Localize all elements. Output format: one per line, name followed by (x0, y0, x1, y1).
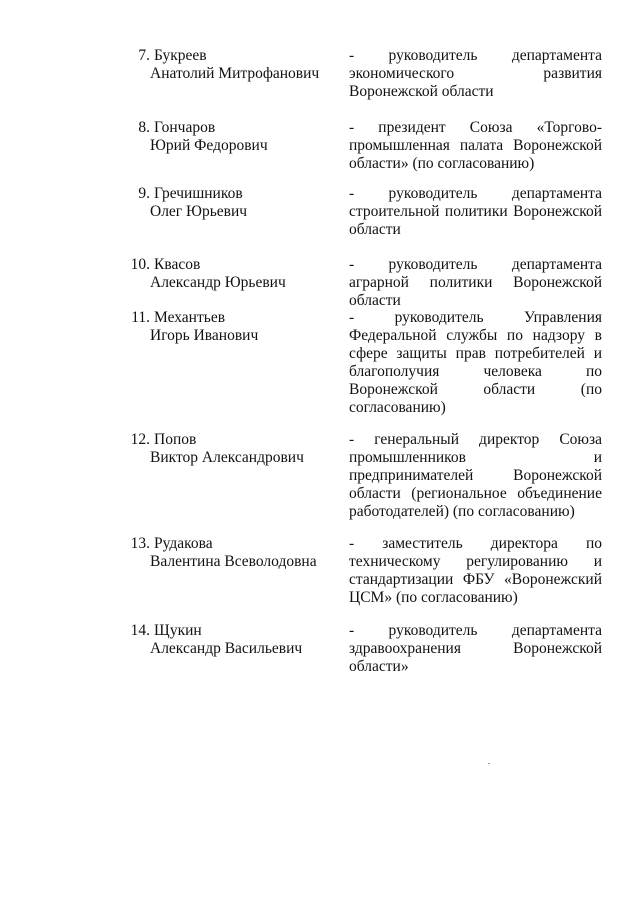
member-name (128, 622, 338, 658)
member-surname: Щукин (154, 622, 202, 639)
member-given-names: Игорь Иванович (150, 327, 259, 344)
member-position: - президент Союза «Торгово-промышленная палата Воронежской области» (по согласованию) (349, 119, 602, 172)
member-given-names: Валентина Всеволодовна (150, 553, 317, 570)
member-position: - руководитель департамента здравоохранения Воронежской области» (349, 622, 602, 675)
member-surname: Гречишников (154, 185, 243, 202)
member-name (128, 47, 338, 83)
member-surname: Букреев (154, 47, 207, 64)
member-position: - руководитель департамента аграрной политики Воронежской области (349, 256, 602, 309)
item-number: 14. (130, 622, 150, 639)
member-surname: Квасов (154, 256, 201, 273)
member-given-names: Анатолий Митрофанович (150, 65, 320, 82)
member-given-names: Юрий Федорович (150, 137, 268, 154)
member-position: - руководитель Управления Федеральной службы по надзору в сфере защиты прав потребителей и благополучия человека по Воронежской области (по согласованию) (349, 309, 602, 416)
member-given-names: Виктор Александрович (150, 449, 304, 466)
member-given-names: Олег Юрьевич (150, 203, 248, 220)
member-surname: Попов (154, 431, 197, 448)
member-name (128, 309, 338, 345)
item-number: 13. (130, 535, 150, 552)
item-number: 12. (130, 431, 150, 448)
item-number: 9. (138, 185, 150, 202)
member-surname: Механтьев (154, 309, 226, 326)
member-surname: Гончаров (154, 119, 216, 136)
member-name (128, 431, 338, 467)
item-number: 11. (131, 309, 150, 326)
member-position: - руководитель департамента экономического развития Воронежской области (349, 47, 602, 100)
member-name (128, 119, 338, 155)
member-name (128, 185, 338, 221)
item-number: 10. (130, 256, 150, 273)
item-number: 7. (138, 47, 150, 64)
member-name (128, 256, 338, 292)
member-name (128, 535, 338, 571)
member-position: - заместитель директора по техническому регулированию и стандартизации ФБУ «Воронежский ЦСМ» (по согласованию) (349, 535, 602, 606)
member-given-names: Александр Васильевич (150, 640, 303, 657)
item-number: 8. (138, 119, 150, 136)
scan-speck (488, 763, 490, 764)
member-surname: Рудакова (154, 535, 213, 552)
member-position: - генеральный директор Союза промышленников и предпринимателей Воронежской области (региональное объединение работодателей) (по согласованию) (349, 431, 602, 520)
member-position: - руководитель департамента строительной политики Воронежской области (349, 185, 602, 238)
member-given-names: Александр Юрьевич (150, 274, 286, 291)
